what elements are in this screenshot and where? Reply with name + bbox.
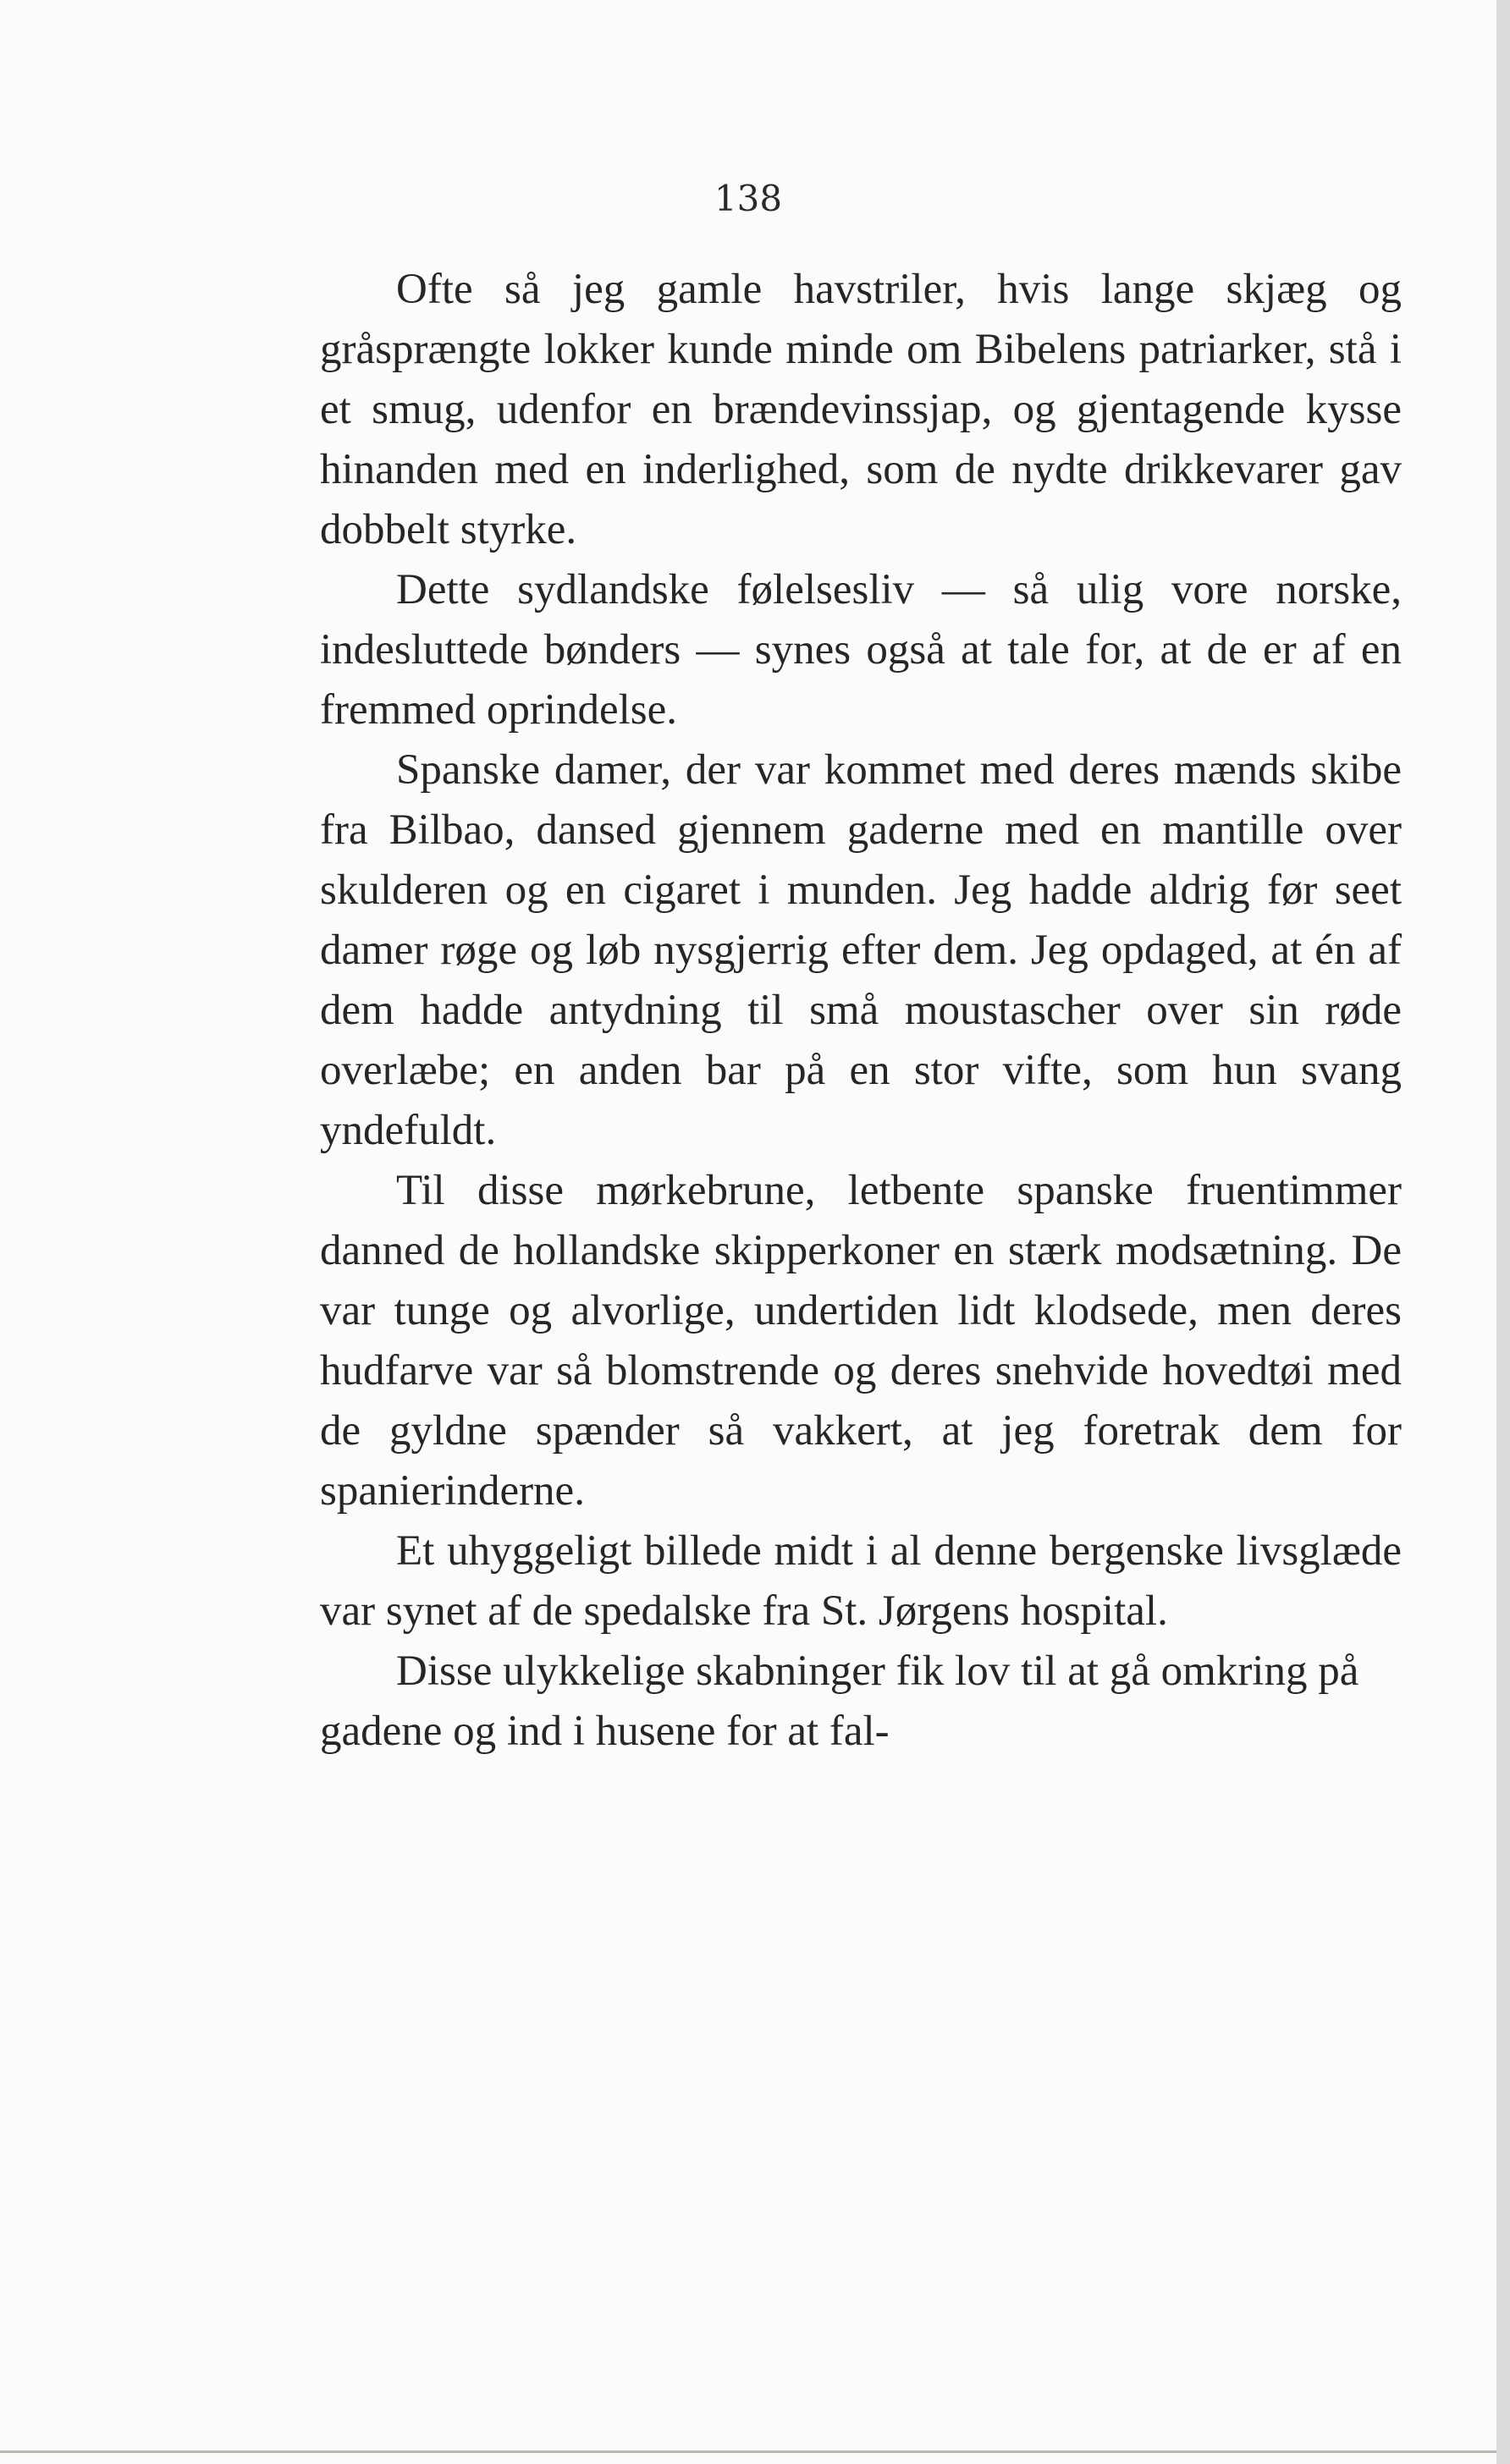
paragraph-3: Spanske damer, der var kommet med deres mænds skibe fra Bilbao, dansed gjennem gaderne med en mantille over skulderen og en cigaret i munden. Jeg hadde aldrig før seet damer røge og løb nysgjerrig efter dem. Jeg opdaged, at én af dem hadde antydning til små moustascher over sin røde overlæbe; en anden bar på en stor vifte, som hun svang yndefuldt. bbox=[320, 746, 1402, 1154]
paragraph-4: Til disse mørkebrune, letbente spanske fruentimmer danned de hollandske skipperkoner en stærk modsætning. De var tunge og alvorlige, undertiden lidt klodsede, men deres hudfarve var så blomstrende og deres snehvide hovedtøi med de gyldne spænder så vakkert, at jeg foretrak dem for spanierinderne. bbox=[320, 1167, 1402, 1515]
paragraph-6: Disse ulykkelige skabninger fik lov til at gå omkring på gadene og ind i husene for at fal- bbox=[320, 1647, 1359, 1755]
body-text bbox=[320, 260, 1402, 1762]
paragraph-1: Ofte så jeg gamle havstriler, hvis lange skjæg og gråsprængte lokker kunde minde om Bibelens patriarker, stå i et smug, udenfor en brændevinssjap, og gjentagende kysse hinanden med en inderlighed, som de nydte drikkevarer gav dobbelt styrke. bbox=[320, 266, 1402, 553]
bottom-edge-line bbox=[0, 2450, 1496, 2453]
paragraph-2: Dette sydlandske følelsesliv — så ulig vore norske, indesluttede bønders — synes også at tale for, at de er af en fremmed oprindelse. bbox=[320, 566, 1402, 734]
paragraph-5: Et uhyggeligt billede midt i al denne bergenske livsglæde var synet af de spedalske fra St. Jørgens hospital. bbox=[320, 1527, 1402, 1635]
page-number: 138 bbox=[714, 178, 783, 219]
